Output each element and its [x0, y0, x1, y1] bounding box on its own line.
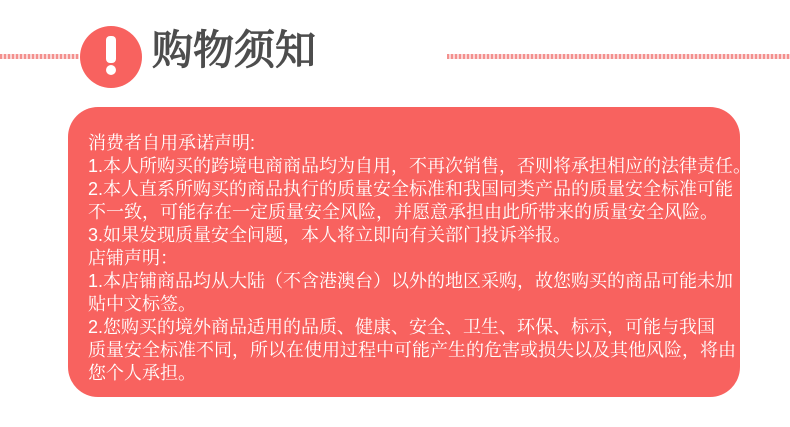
notice-line: 您个人承担。 — [88, 363, 196, 383]
page-title: 购物须知 — [152, 27, 316, 73]
notice-line: 消费者自用承诺声明: — [88, 133, 256, 153]
notice-card — [68, 107, 752, 397]
exclamation-dot — [106, 65, 116, 75]
notice-line: 不一致，可能存在一定质量安全风险，并愿意承担由此所带来的质量安全风险。 — [88, 202, 718, 222]
notice-line: 质量安全标准不同，所以在使用过程中可能产生的危害或损失以及其他风险，将由 — [88, 340, 736, 360]
dashed-divider-right — [447, 54, 790, 59]
exclamation-icon — [80, 26, 142, 88]
exclamation-bar — [106, 36, 116, 63]
notice-line: 店铺声明： — [88, 248, 178, 268]
dashed-divider-left — [0, 54, 79, 59]
notice-line: 1.本店铺商品均从大陆（不含港澳台）以外的地区采购，故您购买的商品可能未加 — [88, 271, 734, 291]
notice-line: 贴中文标签。 — [88, 294, 196, 314]
notice-line: 2.本人直系所购买的商品执行的质量安全标准和我国同类产品的质量安全标准可能 — [88, 179, 734, 199]
notice-line: 2.您购买的境外商品适用的品质、健康、安全、卫生、环保、标示，可能与我国 — [88, 317, 716, 337]
notice-line: 3.如果发现质量安全问题，本人将立即向有关部门投诉举报。 — [88, 225, 572, 245]
notice-line: 1.本人所购买的跨境电商商品均为自用，不再次销售，否则将承担相应的法律责任。 — [88, 156, 752, 176]
